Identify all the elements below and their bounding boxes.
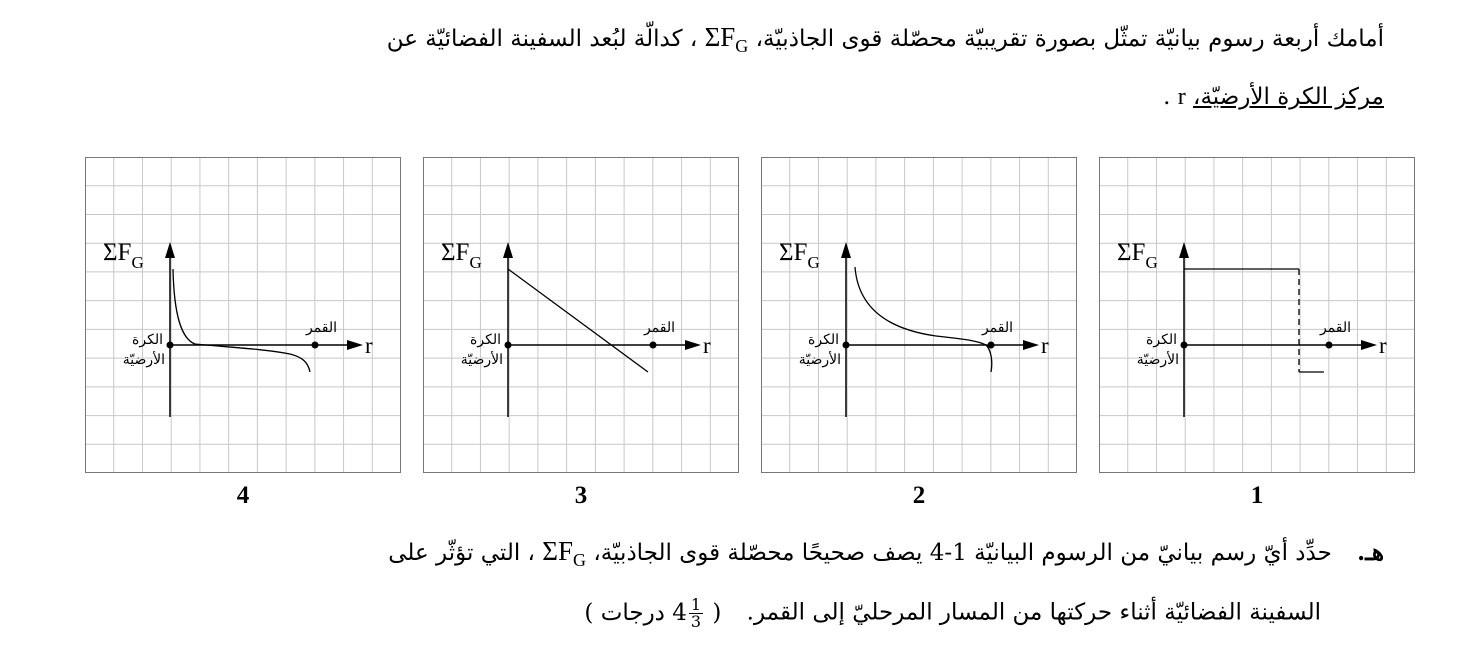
earth-label-2: الأرضيّة [798,352,841,368]
question-sum-fg-symbol: $\Sigma F_G$ [542,536,587,570]
question-line-1 [388,536,1384,575]
y-axis-label: $\Sigma F_G$ [779,239,820,272]
frame [1100,158,1415,473]
earth-label-2: الأرضيّة [1136,352,1179,368]
x-axis-label: r [703,333,711,358]
y-axis-label: $\Sigma F_G$ [441,239,482,272]
graph-2 [761,157,1077,473]
earth-label-2: الأرضيّة [460,352,503,368]
question-line-2 [584,597,1321,630]
x-axis-label: r [365,333,373,358]
graph-svg [1099,157,1415,473]
earth-label-1: الكرة [470,332,501,348]
points-badge: ( 4 $\frac{1}{3}$ درجات ) [584,595,722,631]
y-axis-arrow [503,242,513,258]
x-axis-arrow [1023,340,1039,350]
question-marker: هـ. [1357,539,1384,566]
graph-svg [761,157,1077,473]
moon-label: القمر [305,320,337,336]
frame [762,158,1077,473]
intro-line-1 [387,22,1384,61]
earth-point [1181,342,1188,349]
x-axis-label: r [1041,333,1049,358]
earth-label-1: الكرة [808,332,839,348]
grid [761,157,1077,473]
question-text-a: حدِّد أيّ رسم بيانيّ من الرسوم البيانيّة 1-4 يصف صحيحًا محصّلة قوى الجاذبيّة، [593,540,1332,566]
intro-underlined-phrase: مركز الكرة الأرضيّة، [1193,84,1384,110]
x-axis-arrow [347,340,363,350]
graph-number-2: 2 [912,482,926,509]
moon-label: القمر [643,320,675,336]
graph-4 [85,157,401,473]
grid [1099,157,1415,473]
curve [508,269,648,372]
intro-text-a: أمامك أربعة رسوم بيانيّة تمثّل بصورة تقريبيّة محصّلة قوى الجاذبيّة، [755,26,1384,52]
graph-number-4: 4 [236,482,250,509]
earth-point [843,342,850,349]
graph-svg [85,157,401,473]
x-axis-label: r [1379,333,1387,358]
earth-label-1: الكرة [132,332,163,348]
y-axis-arrow [841,242,851,258]
sum-fg-symbol: $\Sigma F_G$ [704,22,749,56]
curve [173,269,310,372]
y-axis-arrow [165,242,175,258]
moon-point [312,342,319,349]
frame [86,158,401,473]
moon-label: القمر [981,320,1013,336]
x-axis-arrow [685,340,701,350]
points-value: 4 $\frac{1}{3}$ [672,595,702,631]
question-text-2: السفينة الفضائيّة أثناء حركتها من المسار المرحليّ إلى القمر. [746,599,1321,626]
y-axis-label: $\Sigma F_G$ [103,239,144,272]
grid [423,157,739,473]
graph-3 [423,157,739,473]
graph-1 [1099,157,1415,473]
intro-text-b: ، كدالّة لبُعد السفينة الفضائيّة عن [386,26,698,52]
x-axis-arrow [1361,340,1377,350]
grid [85,157,401,473]
frame [424,158,739,473]
y-axis-arrow [1179,242,1189,258]
earth-point [167,342,174,349]
earth-label-2: الأرضيّة [122,352,165,368]
earth-point [505,342,512,349]
graph-number-1: 1 [1250,482,1264,509]
intro-line-2 [1163,82,1384,112]
y-axis-label: $\Sigma F_G$ [1117,239,1158,272]
intro-period: . [1163,84,1171,110]
moon-label: القمر [1319,320,1351,336]
earth-label-1: الكرة [1146,332,1177,348]
r-variable: r [1177,84,1186,110]
graph-number-3: 3 [574,482,588,509]
moon-point [1326,342,1333,349]
graph-svg [423,157,739,473]
question-text-b: ، التي تؤثّر على [388,540,535,566]
moon-point [650,342,657,349]
